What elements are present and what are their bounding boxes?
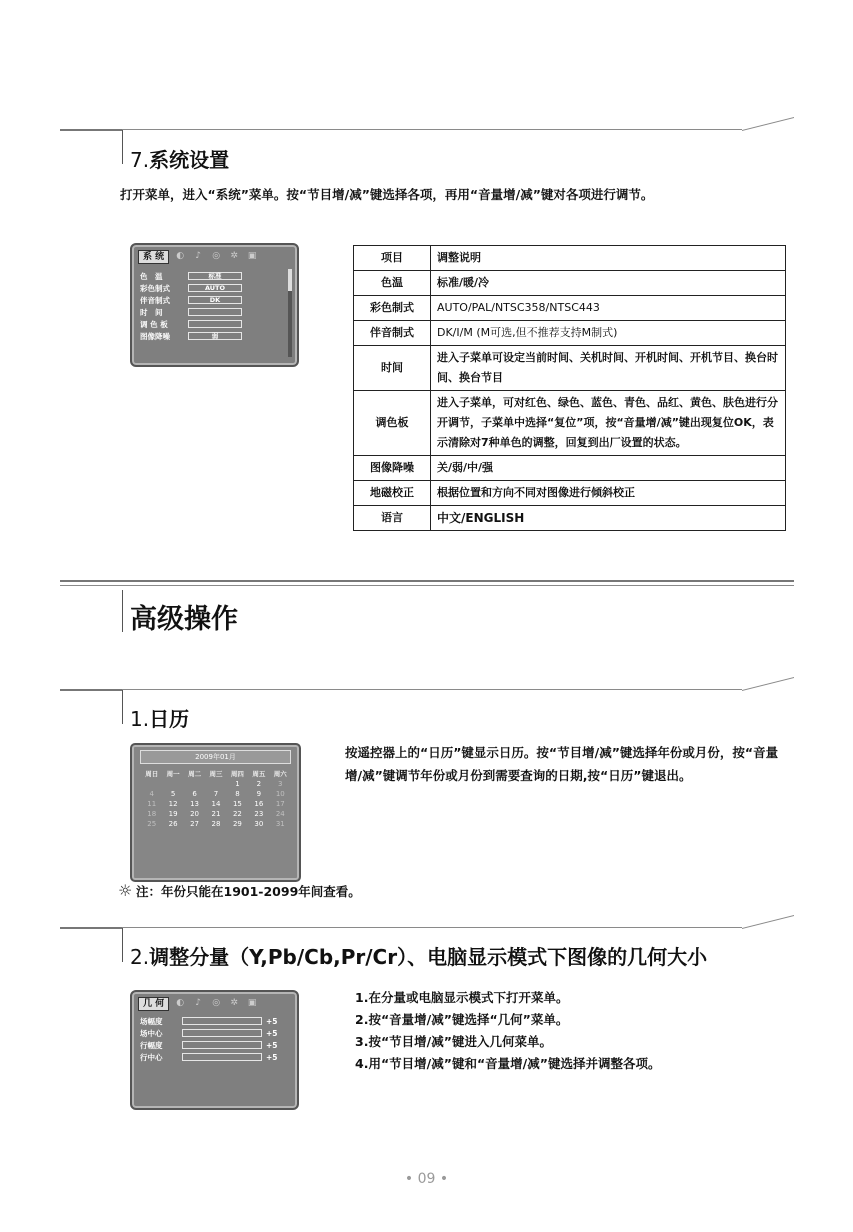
calendar-day: 14 <box>211 800 221 808</box>
function-icon: ✲ <box>230 998 238 1008</box>
table-row <box>354 506 786 531</box>
table-cell-key: 彩色制式 <box>354 296 431 321</box>
calendar-day: 12 <box>168 800 178 808</box>
table-cell-key: 调色板 <box>354 391 431 456</box>
calendar-header: 2009年01月 <box>140 750 291 764</box>
osd-row-v-size: 场幅度 +5 <box>140 1016 278 1026</box>
section7-rule-tail <box>742 103 794 131</box>
table-cell-value: 中文/ENGLISH <box>431 506 786 531</box>
section2-step-1: 1.在分量或电脑显示模式下打开菜单。 <box>355 990 569 1005</box>
calendar-day: 15 <box>232 800 242 808</box>
table-row <box>354 481 786 506</box>
advanced-title: 高级操作 <box>130 604 238 635</box>
advanced-bar <box>122 590 123 632</box>
calendar-day: 29 <box>232 820 242 828</box>
osd-tabs <box>138 250 283 264</box>
table-row <box>354 246 786 271</box>
calendar-day: 20 <box>190 810 200 818</box>
table-cell-value: 根据位置和方向不同对图像进行倾斜校正 <box>431 481 786 506</box>
calendar-day: 8 <box>235 790 240 798</box>
osd-row-palette: 调 色 板 <box>140 319 242 329</box>
system-settings-table <box>353 245 786 531</box>
table-cell-value: 调整说明 <box>431 246 786 271</box>
section7-rule-right <box>122 129 742 130</box>
section1-title: 1.日历 <box>130 707 190 731</box>
osd-row-h-size: 行幅度 +5 <box>140 1040 278 1050</box>
calendar-weekday: 周一 <box>166 770 180 778</box>
calendar-day: 21 <box>211 810 221 818</box>
osd-row-noise-reduction: 图像降噪 弱 <box>140 331 242 341</box>
section1-rule-tail <box>742 663 794 691</box>
calendar-day: 7 <box>213 790 219 798</box>
calendar-day: 11 <box>147 800 157 808</box>
calendar-day: 23 <box>254 810 264 818</box>
sound-icon: ♪ <box>195 251 202 261</box>
calendar-day: 16 <box>254 800 264 808</box>
calendar-weekday: 周五 <box>252 770 266 778</box>
picture-icon: ◐ <box>176 251 185 261</box>
calendar-day <box>205 780 226 788</box>
channel-icon: ◎ <box>212 251 221 261</box>
calendar-day: 10 <box>275 790 285 798</box>
calendar-day: 25 <box>147 820 157 828</box>
calendar-weekday: 周日 <box>145 770 159 778</box>
calendar-day <box>141 780 162 788</box>
calendar-day: 3 <box>278 780 283 788</box>
calendar-weekday: 周六 <box>273 770 287 778</box>
system-icon: ▣ <box>247 998 257 1008</box>
calendar-day: 2 <box>256 780 262 788</box>
osd-tab-geometry: 几 何 <box>138 997 169 1011</box>
section2-rule-tail <box>742 901 794 929</box>
osd-tabs <box>138 997 283 1011</box>
osd-row-color-temp: 色 温 标准 <box>140 271 242 281</box>
table-cell-value: 进入子菜单可设定当前时间、关机时间、开机时间、开机节目、换台时间、换台节目 <box>431 346 786 391</box>
osd-geometry-menu <box>130 990 299 1110</box>
table-row <box>354 346 786 391</box>
table-cell-key: 时间 <box>354 346 431 391</box>
calendar-weekday: 周三 <box>209 770 223 778</box>
osd-row-v-center: 场中心 +5 <box>140 1028 278 1038</box>
calendar-day: 24 <box>275 810 285 818</box>
calendar-day: 17 <box>275 800 285 808</box>
table-cell-value: AUTO/PAL/NTSC358/NTSC443 <box>431 296 786 321</box>
calendar-day: 30 <box>254 820 264 828</box>
calendar-grid <box>141 769 291 828</box>
table-row <box>354 456 786 481</box>
advanced-rule-bottom <box>60 585 794 586</box>
calendar-day <box>184 780 205 788</box>
sound-icon: ♪ <box>195 998 202 1008</box>
calendar-day: 13 <box>190 800 200 808</box>
section2-rule-right <box>122 927 742 928</box>
calendar-day: 22 <box>232 810 242 818</box>
section7-rule <box>60 129 122 131</box>
table-row <box>354 296 786 321</box>
section7-intro: 打开菜单，进入“系统”菜单。按“节目增/减”键选择各项，再用“音量增/减”键对各项进行调节。 <box>120 187 654 202</box>
section1-bar <box>122 690 123 724</box>
calendar-weekday: 周二 <box>188 770 202 778</box>
osd-system-menu <box>130 243 299 367</box>
table-cell-key: 色温 <box>354 271 431 296</box>
geometry-icon: ▣ <box>247 251 257 261</box>
section7-title: 7.系统设置 <box>130 148 230 172</box>
section7-bar <box>122 130 123 164</box>
osd-row-sound-system: 伴音制式 DK <box>140 295 242 305</box>
sun-icon: ☼ <box>118 881 133 900</box>
calendar-day: 19 <box>168 810 178 818</box>
picture-icon: ◐ <box>176 998 185 1008</box>
calendar-screen <box>130 743 301 882</box>
section2-bar <box>122 928 123 962</box>
calendar-day: 27 <box>190 820 200 828</box>
section1-text: 按遥控器上的“日历”键显示日历。按“节目增/减”键选择年份或月份，按“音量增/减”键调节年份或月份到需要查询的日期,按“日历”键退出。 <box>345 745 779 783</box>
table-row <box>354 391 786 456</box>
table-cell-key: 语言 <box>354 506 431 531</box>
osd-tab-system: 系 统 <box>138 250 169 264</box>
section1-rule <box>60 689 122 691</box>
section2-step-2: 2.按“音量增/减”键选择“几何”菜单。 <box>355 1012 569 1027</box>
calendar-day <box>162 780 183 788</box>
osd-row-time: 时 间 <box>140 307 242 317</box>
page-number: • 09 • <box>404 1171 449 1187</box>
calendar-day: 26 <box>168 820 178 828</box>
calendar-day: 18 <box>147 810 157 818</box>
calendar-day: 6 <box>192 790 197 798</box>
calendar-day: 5 <box>170 790 176 798</box>
table-cell-value: DK/I/M (M可选,但不推荐支持M制式) <box>431 321 786 346</box>
table-cell-key: 项目 <box>354 246 431 271</box>
table-cell-value: 进入子菜单，可对红色、绿色、蓝色、青色、品红、黄色、肤色进行分开调节，子菜单中选择“复位”项，按“音量增/减”键出现复位OK，表示清除对7种单色的调整，回复到出厂设置的状态。 <box>431 391 786 456</box>
section1-note: 注：年份只能在1901-2099年间查看。 <box>136 884 361 899</box>
section2-rule <box>60 927 122 929</box>
calendar-day: 1 <box>235 780 240 788</box>
table-cell-key: 伴音制式 <box>354 321 431 346</box>
osd-row-h-center: 行中心 +5 <box>140 1052 278 1062</box>
calendar-weekday: 周四 <box>230 770 244 778</box>
table-row <box>354 271 786 296</box>
calendar-day: 31 <box>275 820 285 828</box>
table-cell-value: 标准/暖/冷 <box>431 271 786 296</box>
function-icon: ✲ <box>230 251 238 261</box>
osd-scrollbar <box>288 269 292 357</box>
calendar-day: 9 <box>256 790 262 798</box>
calendar-day: 28 <box>211 820 221 828</box>
table-row <box>354 321 786 346</box>
channel-icon: ◎ <box>212 998 221 1008</box>
osd-row-color-system: 彩色制式 AUTO <box>140 283 242 293</box>
section2-step-4: 4.用“节目增/减”键和“音量增/减”键选择并调整各项。 <box>355 1056 661 1071</box>
table-cell-value: 关/弱/中/强 <box>431 456 786 481</box>
section2-title: 2.调整分量（Y,Pb/Cb,Pr/Cr）、电脑显示模式下图像的几何大小 <box>130 945 708 969</box>
advanced-rule-top <box>60 580 794 582</box>
table-cell-key: 地磁校正 <box>354 481 431 506</box>
section1-rule-right <box>122 689 742 690</box>
section2-step-3: 3.按“节目增/减”键进入几何菜单。 <box>355 1034 552 1049</box>
calendar-day: 4 <box>149 790 154 798</box>
table-cell-key: 图像降噪 <box>354 456 431 481</box>
